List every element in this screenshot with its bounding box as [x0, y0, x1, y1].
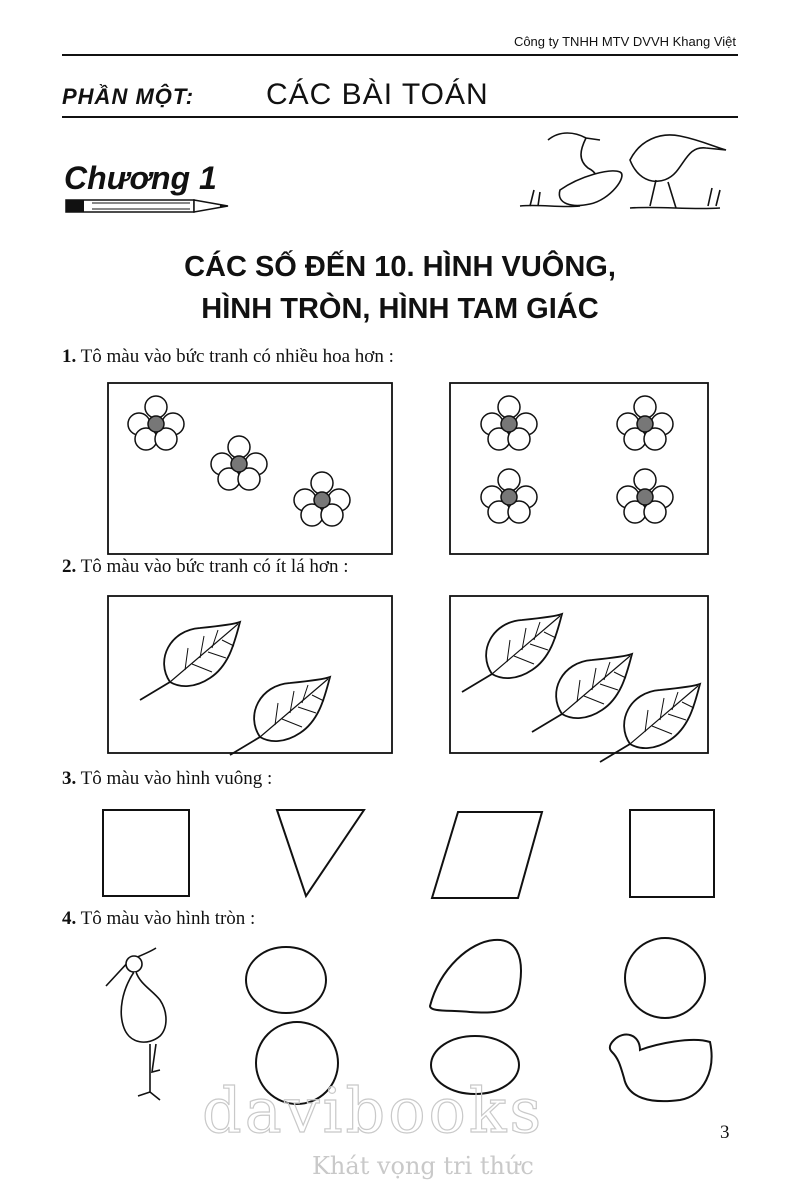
flower-icon [617, 396, 673, 450]
flower-icon [294, 472, 350, 526]
oval-shape [246, 947, 326, 1013]
exercise-3-number: 3. [62, 768, 77, 789]
parallelogram-shape [432, 812, 542, 898]
flower-icon [481, 396, 537, 450]
square-shape [103, 810, 189, 896]
leaf-icon [462, 614, 562, 692]
exercise-4-text: Tô màu vào hình tròn : [80, 908, 256, 929]
watermark-slogan: Khát vọng tri thức [312, 1152, 534, 1180]
drop-shape [430, 940, 521, 1013]
publisher-name: Công ty TNHH MTV DVVH Khang Việt [513, 34, 736, 49]
flower-icon [128, 396, 184, 450]
exercise-3-text: Tô màu vào hình vuông : [80, 768, 273, 789]
flower-icon [481, 469, 537, 523]
heron-icon [106, 948, 166, 1100]
bird-shape [610, 1035, 712, 1102]
leaf-icon [532, 654, 632, 732]
leaf-frame-left [108, 596, 392, 753]
watermark-brand: davibooks [202, 1074, 545, 1147]
title-line-2: HÌNH TRÒN, HÌNH TAM GIÁC [201, 293, 599, 325]
chapter-label: Chương 1 [64, 160, 217, 196]
exercise-2-text: Tô màu vào bức tranh có ít lá hơn : [80, 556, 349, 577]
flower-frame-right [450, 383, 708, 554]
page-number: 3 [720, 1122, 730, 1143]
part-label: PHẦN MỘT: [62, 84, 195, 109]
exercise-1-text: Tô màu vào bức tranh có nhiều hoa hơn : [80, 346, 394, 367]
heron-decoration-icon [520, 133, 726, 209]
triangle-shape [277, 810, 364, 896]
leaf-icon [230, 677, 330, 755]
part-title: CÁC BÀI TOÁN [266, 78, 489, 111]
pencil-icon [66, 200, 228, 212]
square-shape [630, 810, 714, 897]
exercise-2-number: 2. [62, 556, 77, 577]
leaf-icon [140, 622, 240, 700]
exercise-4-number: 4. [62, 908, 77, 929]
title-line-1: CÁC SỐ ĐẾN 10. HÌNH VUÔNG, [184, 251, 616, 283]
exercise-1-number: 1. [62, 346, 77, 367]
flower-icon [617, 469, 673, 523]
circle-shape [625, 938, 705, 1018]
flower-icon [211, 436, 267, 490]
